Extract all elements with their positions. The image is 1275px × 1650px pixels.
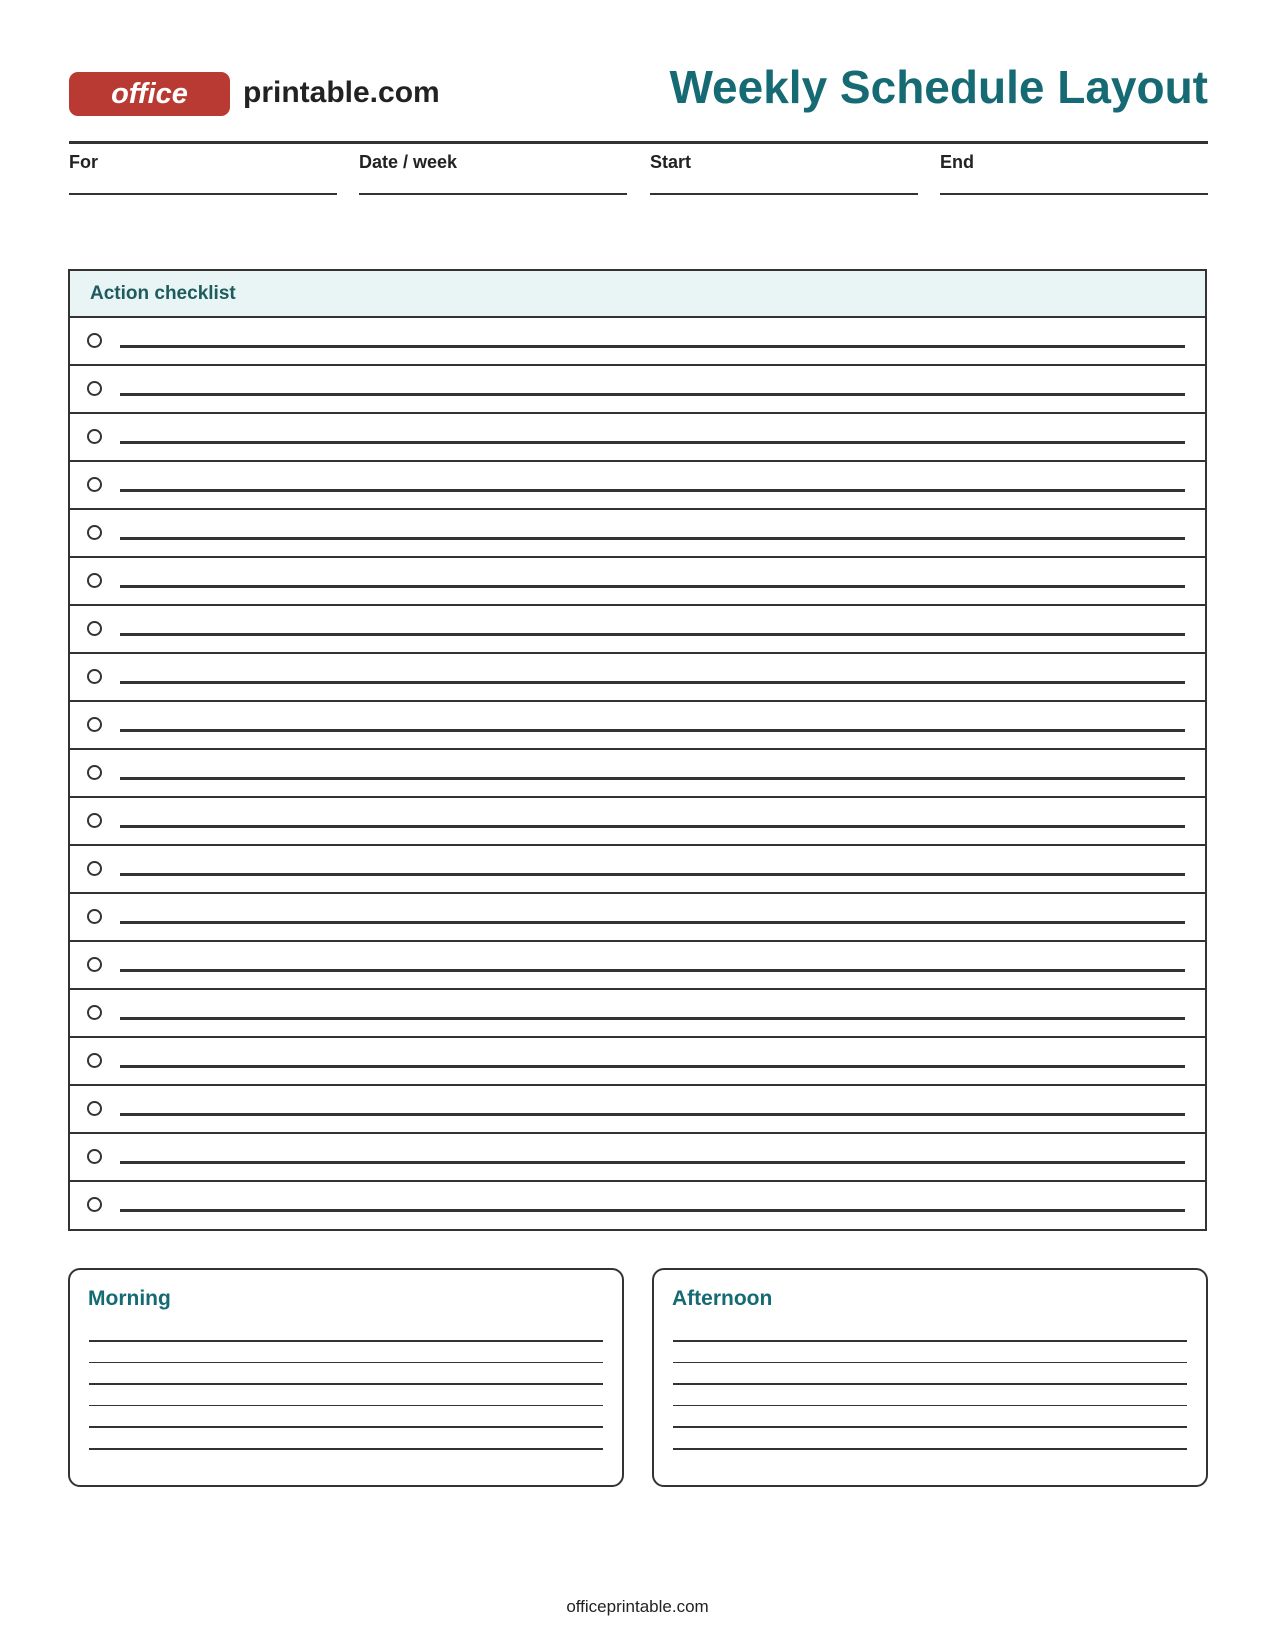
checklist-writing-line[interactable] xyxy=(120,633,1185,636)
checkbox-circle-icon[interactable] xyxy=(87,333,102,348)
checklist-writing-line[interactable] xyxy=(120,393,1185,396)
checklist-item[interactable] xyxy=(70,1038,1205,1086)
checkbox-circle-icon[interactable] xyxy=(87,909,102,924)
note-writing-line[interactable] xyxy=(673,1405,1187,1407)
checkbox-circle-icon[interactable] xyxy=(87,477,102,492)
field-for-label: For xyxy=(69,152,98,172)
checklist-writing-line[interactable] xyxy=(120,1113,1185,1116)
checklist-item[interactable] xyxy=(70,462,1205,510)
checklist-writing-line[interactable] xyxy=(120,969,1185,972)
checkbox-circle-icon[interactable] xyxy=(87,1053,102,1068)
field-start[interactable] xyxy=(650,152,918,195)
checkbox-circle-icon[interactable] xyxy=(87,1197,102,1212)
checklist-writing-line[interactable] xyxy=(120,441,1185,444)
checklist-writing-line[interactable] xyxy=(120,1017,1185,1020)
checklist-header-label: Action checklist xyxy=(90,282,236,304)
checklist-writing-line[interactable] xyxy=(120,1161,1185,1164)
note-writing-line[interactable] xyxy=(89,1426,603,1428)
footer-url: officeprintable.com xyxy=(566,1597,709,1616)
checklist-writing-line[interactable] xyxy=(120,345,1185,348)
checklist-item[interactable] xyxy=(70,1086,1205,1134)
field-date-week-label: Date / week xyxy=(359,152,458,172)
action-checklist xyxy=(68,269,1207,1231)
brand-logo-pill xyxy=(69,72,230,116)
checklist-writing-line[interactable] xyxy=(120,537,1185,540)
checklist-item[interactable] xyxy=(70,894,1205,942)
field-for[interactable] xyxy=(69,152,337,195)
checkbox-circle-icon[interactable] xyxy=(87,1005,102,1020)
checklist-writing-line[interactable] xyxy=(120,729,1185,732)
checklist-item[interactable] xyxy=(70,606,1205,654)
checklist-writing-line[interactable] xyxy=(120,489,1185,492)
checklist-item[interactable] xyxy=(70,654,1205,702)
field-end-label: End xyxy=(940,152,974,172)
checklist-writing-line[interactable] xyxy=(120,1209,1185,1212)
note-writing-line[interactable] xyxy=(673,1340,1187,1342)
checklist-item[interactable] xyxy=(70,1134,1205,1182)
checkbox-circle-icon[interactable] xyxy=(87,525,102,540)
note-writing-line[interactable] xyxy=(89,1340,603,1342)
note-writing-line[interactable] xyxy=(89,1362,603,1364)
checklist-item[interactable] xyxy=(70,1182,1205,1230)
checkbox-circle-icon[interactable] xyxy=(87,765,102,780)
checkbox-circle-icon[interactable] xyxy=(87,813,102,828)
checklist-writing-line[interactable] xyxy=(120,585,1185,588)
checklist-item[interactable] xyxy=(70,318,1205,366)
note-writing-line[interactable] xyxy=(89,1405,603,1407)
checkbox-circle-icon[interactable] xyxy=(87,1149,102,1164)
afternoon-title: Afternoon xyxy=(672,1287,773,1310)
brand-logo-pill-text: office xyxy=(111,77,188,110)
checklist-item[interactable] xyxy=(70,510,1205,558)
checklist-item[interactable] xyxy=(70,558,1205,606)
checklist-item[interactable] xyxy=(70,990,1205,1038)
note-writing-line[interactable] xyxy=(89,1448,603,1450)
checklist-item[interactable] xyxy=(70,750,1205,798)
field-start-label: Start xyxy=(650,152,692,172)
checklist-writing-line[interactable] xyxy=(120,777,1185,780)
checklist-writing-line[interactable] xyxy=(120,681,1185,684)
checklist-writing-line[interactable] xyxy=(120,825,1185,828)
field-date-week[interactable] xyxy=(359,152,627,195)
checklist-item[interactable] xyxy=(70,846,1205,894)
note-writing-line[interactable] xyxy=(673,1448,1187,1450)
checkbox-circle-icon[interactable] xyxy=(87,717,102,732)
checklist-item[interactable] xyxy=(70,942,1205,990)
note-writing-line[interactable] xyxy=(89,1383,603,1385)
checklist-item[interactable] xyxy=(70,414,1205,462)
page-title: Weekly Schedule Layout xyxy=(669,61,1208,113)
note-writing-line[interactable] xyxy=(673,1383,1187,1385)
brand-logo-text: printable.com xyxy=(243,76,440,109)
checklist-rows xyxy=(70,318,1205,1230)
afternoon-section xyxy=(652,1268,1208,1487)
checklist-item[interactable] xyxy=(70,366,1205,414)
checkbox-circle-icon[interactable] xyxy=(87,669,102,684)
checkbox-circle-icon[interactable] xyxy=(87,429,102,444)
note-writing-line[interactable] xyxy=(673,1362,1187,1364)
checkbox-circle-icon[interactable] xyxy=(87,861,102,876)
checkbox-circle-icon[interactable] xyxy=(87,573,102,588)
checkbox-circle-icon[interactable] xyxy=(87,957,102,972)
checklist-writing-line[interactable] xyxy=(120,921,1185,924)
checklist-writing-line[interactable] xyxy=(120,873,1185,876)
header-divider xyxy=(69,141,1208,144)
morning-title: Morning xyxy=(88,1287,171,1310)
checklist-item[interactable] xyxy=(70,702,1205,750)
checkbox-circle-icon[interactable] xyxy=(87,621,102,636)
morning-section xyxy=(68,1268,624,1487)
checklist-header xyxy=(70,271,1205,318)
checkbox-circle-icon[interactable] xyxy=(87,381,102,396)
checklist-writing-line[interactable] xyxy=(120,1065,1185,1068)
note-writing-line[interactable] xyxy=(673,1426,1187,1428)
checklist-item[interactable] xyxy=(70,798,1205,846)
field-end[interactable] xyxy=(940,152,1208,195)
checkbox-circle-icon[interactable] xyxy=(87,1101,102,1116)
